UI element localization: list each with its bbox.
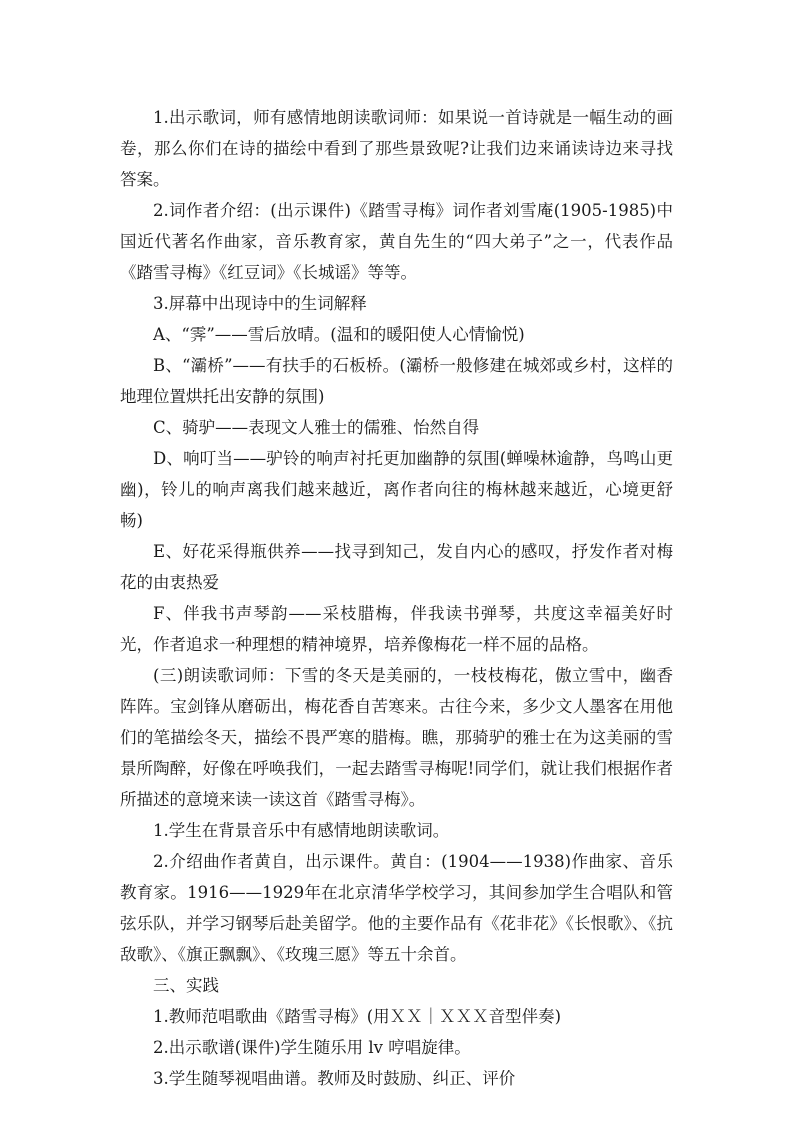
paragraph-read-lyrics: (三)朗读歌词师：下雪的冬天是美丽的，一枝枝梅花，傲立雪中，幽香阵阵。宝剑锋从磨砺出，梅花香自苦寒来。古往今来，多少文人墨客在用他们的笔描绘冬天，描绘不畏严寒的腊梅。瞧，那骑驴的雅士在为这美丽的雪景所陶醉，好像在呼唤我们，一起去踏雪寻梅呢!同学们，就让我们根据作者所描述的意境来读一读这首《踏雪寻梅》。 [120,666,673,809]
paragraph-lyricist-intro: 2.词作者介绍：(出示课件)《踏雪寻梅》词作者刘雪庵(1905-1985)中国近代著名作曲家，音乐教育家，黄自先生的“四大弟子”之一，代表作品《踏雪寻梅》《红豆词》《长城谣》等等。 [120,201,673,282]
paragraph-explanation-a: A、“霁”——雪后放晴。(温和的暖阳使人心情愉悦) [153,325,525,344]
document-body [120,102,673,1094]
paragraph-explanation-f: F、伴我书声琴韵——采枝腊梅，伴我读书弹琴，共度这幸福美好时光，作者追求一种理想的精神境界，培养像梅花一样不屈的品格。 [120,604,673,654]
paragraph-teacher-sings: 1.教师范唱歌曲《踏雪寻梅》(用ＸＸ｜ＸＸＸ音型伴奏) [153,1007,562,1026]
paragraph-sight-singing: 3.学生随琴视唱曲谱。教师及时鼓励、纠正、评价 [153,1069,516,1088]
paragraph-explanation-d: D、响叮当——驴铃的响声衬托更加幽静的氛围(蝉噪林逾静，鸟鸣山更幽)，铃儿的响声离我们越来越近，离作者向往的梅林越来越近，心境更舒畅) [120,449,673,530]
paragraph-student-reading: 1.学生在背景音乐中有感情地朗读歌词。 [153,821,450,840]
paragraph-show-lyrics: 1.出示歌词，师有感情地朗读歌词师：如果说一首诗就是一幅生动的画卷，那么你们在诗的描绘中看到了那些景致呢?让我们边来诵读诗边来寻找答案。 [120,108,673,189]
section-heading-practice: 三、实践 [153,976,219,995]
paragraph-explanation-b: B、“灞桥”——有扶手的石板桥。(灞桥一般修建在城郊或乡村，这样的地理位置烘托出安静的氛围) [120,356,673,406]
paragraph-composer-intro: 2.介绍曲作者黄自，出示课件。黄自：(1904——1938)作曲家、音乐教育家。1916——1929年在北京清华学校学习，其间参加学生合唱队和管弦乐队，并学习钢琴后赴美留学。他的主要作品有《花非花》《长恨歌》、《抗敌歌》、《旗正飘飘》、《玫瑰三愿》等五十余首。 [120,852,673,964]
paragraph-show-score: 2.出示歌谱(课件)学生随乐用 lv 哼唱旋律。 [153,1038,471,1057]
paragraph-explanation-e: E、好花采得瓶供养——找寻到知己，发自内心的感叹，抒发作者对梅花的由衷热爱 [120,542,673,592]
paragraph-explanation-c: C、骑驴——表现文人雅士的儒雅、怡然自得 [153,418,480,437]
paragraph-word-explanations-heading: 3.屏幕中出现诗中的生词解释 [153,294,367,313]
